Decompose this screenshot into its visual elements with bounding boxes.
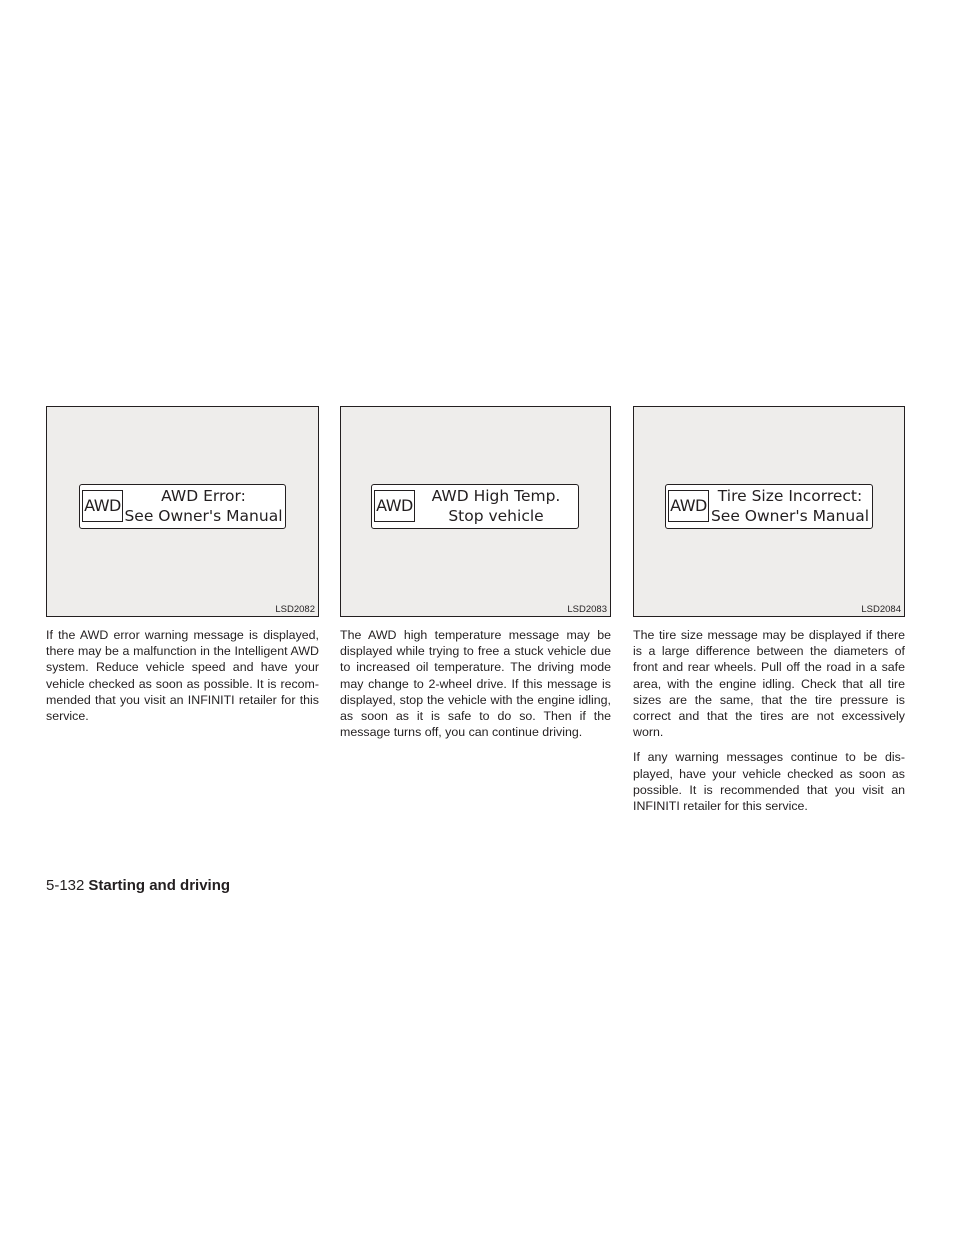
warning-message-display [665, 484, 873, 529]
section-title: Starting and driving [88, 877, 231, 894]
warning-message-text [710, 487, 870, 526]
paragraph: If the AWD error warning message is displayed, there may be a malfunction in the Intelligent AWD system. Reduce vehicle speed and have your vehicle checked as soon as possible. It is recom-mended that you visit an INFINITI retailer for this service. [46, 628, 319, 724]
figure-awd-high-temp [340, 406, 611, 617]
paragraph: The AWD high temperature message may be displayed while trying to free a stuck vehicle due to increased oil temperature. The driving mode may change to 2-wheel drive. If this message is displayed, stop the vehicle with the engine idling, as soon as it is safe to do so. Then if the message turns off, you can continue driving. [340, 628, 611, 740]
paragraph: The tire size message may be displayed if there is a large difference between the diameters of front and rear wheels. Pull off the road in a safe area, with the engine idling. Check that all tire sizes are the same, that the tire pressure is correct and that the tires are not excessively worn. [633, 628, 905, 740]
text-column-1 [46, 627, 319, 733]
paragraph: If any warning messages continue to be dis-played, have your vehicle checked as soon as possible. It is recommended that you visit an INFINITI retailer for this service. [633, 750, 905, 814]
figure-id: LSD2084 [861, 604, 901, 615]
page-footer [46, 876, 230, 896]
message-line-1: Tire Size Incorrect: [717, 487, 863, 505]
warning-message-text [124, 487, 283, 526]
awd-indicator-icon: AWD [668, 490, 709, 522]
page-number: 5-132 [46, 877, 85, 894]
message-line-2: Stop vehicle [448, 506, 544, 525]
awd-indicator-icon: AWD [82, 490, 123, 522]
figure-tire-size-incorrect [633, 406, 905, 617]
message-line-1: AWD Error: [161, 487, 246, 505]
figure-id: LSD2083 [567, 604, 607, 615]
warning-message-display [79, 484, 286, 529]
text-column-2 [340, 627, 611, 749]
message-line-2: See Owner's Manual [710, 506, 870, 525]
message-line-1: AWD High Temp. [431, 487, 561, 505]
warning-message-display [371, 484, 579, 529]
warning-message-text [416, 487, 576, 526]
awd-indicator-icon: AWD [374, 490, 415, 522]
figure-awd-error [46, 406, 319, 617]
message-line-2: See Owner's Manual [124, 506, 283, 525]
text-column-3 [633, 627, 905, 823]
figure-id: LSD2082 [275, 604, 315, 615]
